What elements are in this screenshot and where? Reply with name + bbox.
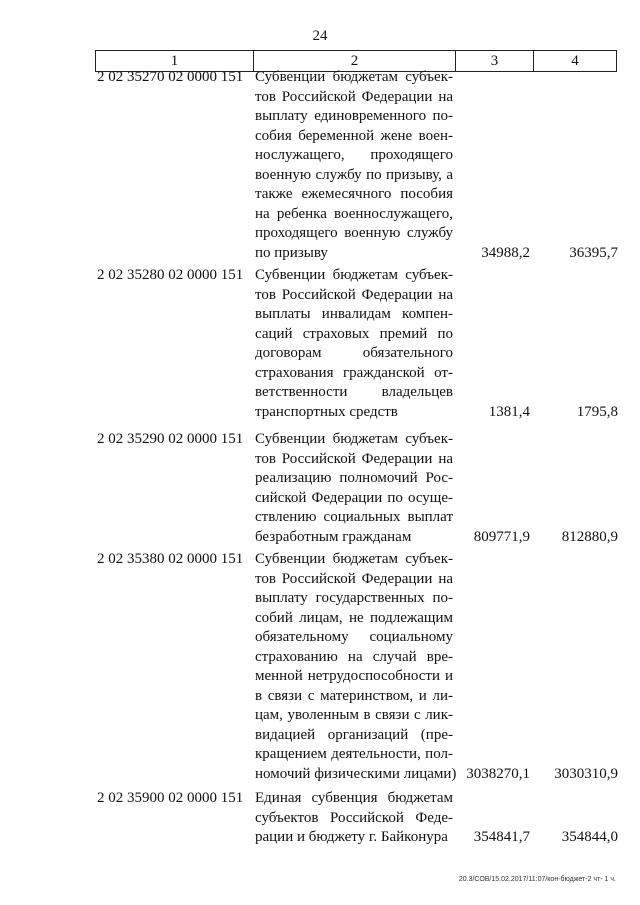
description-line: собий лицам, не подлежащим	[255, 609, 453, 626]
row-description	[255, 789, 453, 848]
value-col-4: 354844,0	[561, 829, 618, 845]
row-description	[255, 68, 453, 263]
description-line: по призыву	[255, 244, 328, 261]
description-line: договорам обязательного	[255, 345, 453, 361]
value-col-3: 34988,2	[481, 244, 530, 261]
value-col-3: 809771,9	[473, 528, 530, 545]
description-line: транспортных средств	[255, 403, 398, 420]
description-line: Субвенции бюджетам субъек-	[255, 551, 453, 567]
value-col-4: 36395,7	[569, 244, 618, 261]
footer-note: 20.3/СОВ/15.02.2017/11:07/кон-бюджет-2 чт- 1 ч.	[458, 876, 616, 883]
budget-code: 2 02 35380 02 0000 151	[97, 551, 244, 567]
value-col-3: 3038270,1	[466, 765, 530, 782]
description-line: менной нетрудоспособности и	[255, 668, 453, 684]
description-line: выплату единовременного по-	[255, 108, 453, 124]
row-description	[255, 266, 453, 422]
header-col-3: 3	[455, 51, 533, 71]
budget-code: 2 02 35270 02 0000 151	[97, 69, 244, 85]
budget-code: 2 02 35290 02 0000 151	[97, 431, 244, 447]
description-line: рации и бюджету г. Байконура	[255, 829, 448, 845]
description-line: субъектов Российской Феде-	[255, 809, 453, 826]
budget-code: 2 02 35280 02 0000 151	[97, 267, 244, 283]
description-line: Субвенции бюджетам субъек-	[255, 69, 453, 85]
value-col-3: 1381,4	[488, 403, 530, 420]
description-line: Единая субвенция бюджетам	[255, 790, 453, 806]
value-col-4: 812880,9	[561, 528, 618, 545]
description-line: страхованию на случай вре-	[255, 648, 453, 665]
description-line: Субвенции бюджетам субъек-	[255, 267, 453, 283]
description-line: цам, уволенным в связи с лик-	[255, 707, 453, 723]
description-line: на ребенка военнослужащего,	[255, 205, 453, 222]
row-description	[255, 550, 457, 784]
description-line: Субвенции бюджетам субъек-	[255, 431, 453, 447]
description-line: в связи с материнством, и ли-	[255, 687, 453, 704]
row-description	[255, 430, 453, 547]
description-line: проходящего военную службу	[255, 225, 453, 241]
value-col-3: 354841,7	[473, 829, 530, 845]
description-line: выплату государственных по-	[255, 590, 453, 606]
value-col-4: 3030310,9	[554, 765, 618, 782]
header-col-1: 1	[170, 53, 179, 69]
description-line: тов Российской Федерации на	[255, 88, 453, 105]
page-number: 24	[312, 28, 328, 44]
description-line: собия беременной жене воен-	[255, 127, 453, 144]
header-col-2: 2	[253, 51, 455, 71]
description-line: реализацию полномочий Рос-	[255, 470, 453, 486]
description-line: кращением деятельности, пол-	[255, 746, 453, 762]
description-line: тов Российской Федерации на	[255, 286, 453, 303]
description-line: ствлению социальных выплат	[255, 509, 453, 525]
description-line: безработным гражданам	[255, 528, 412, 545]
description-line: также ежемесячного пособия	[255, 186, 453, 202]
description-line: страхования гражданской от-	[255, 364, 453, 381]
description-line: тов Российской Федерации на	[255, 450, 453, 467]
description-line: выплаты инвалидам компен-	[255, 306, 453, 322]
description-line: сийской Федерации по осуще-	[255, 489, 453, 506]
description-line: видацией организаций (пре-	[255, 726, 453, 743]
description-line: номочий физическими лицами)	[255, 765, 457, 782]
description-line: ветственности владельцев	[255, 384, 453, 400]
description-line: саций страховых премий по	[255, 325, 453, 342]
description-line: военную службу по призыву, а	[255, 166, 453, 183]
value-col-4: 1795,8	[576, 403, 618, 420]
description-line: тов Российской Федерации на	[255, 570, 453, 587]
description-line: нослужащего, проходящего	[255, 147, 453, 163]
header-col-4: 4	[533, 51, 616, 71]
description-line: обязательному социальному	[255, 629, 453, 645]
budget-code: 2 02 35900 02 0000 151	[97, 790, 244, 806]
